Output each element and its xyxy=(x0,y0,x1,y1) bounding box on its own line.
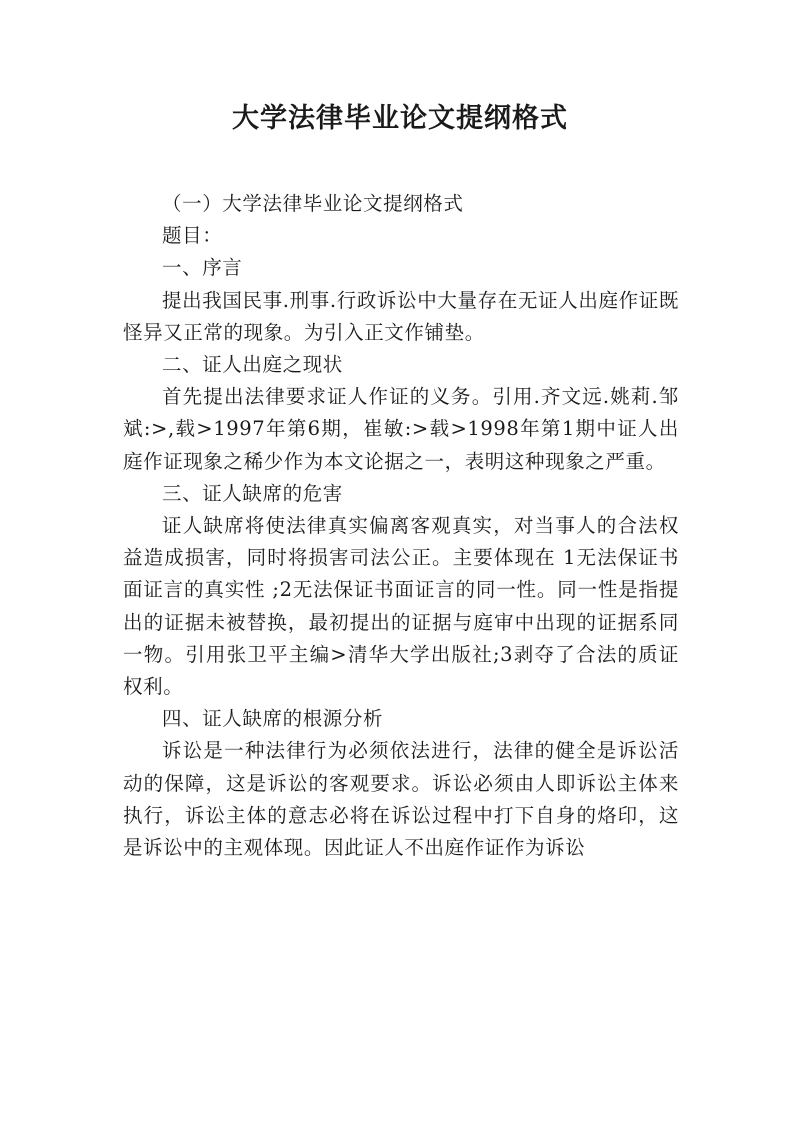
section-heading-harm: 三、证人缺席的危害 xyxy=(162,481,343,505)
section-heading-preface: 一、序言 xyxy=(162,256,243,280)
topic-label: 题目： xyxy=(162,224,223,248)
paragraph-harm: 证人缺席将使法律真实偏离客观真实，对当事人的合法权益造成损害，同时将损害司法公正。主要体现在 1无法保证书面证言的真实性 ;2无法保证书面证言的同一性。同一性是指提出的证据未被替换，最初提出的证据与庭审中出现的证据系同一物。引用张卫平主编>清华大学出版社;3剥夺了合法的质证权利。 xyxy=(123,514,679,699)
paragraph-preface: 提出我国民事.刑事.行政诉讼中大量存在无证人出庭作证既怪异又正常的现象。为引入正文作铺垫。 xyxy=(123,288,679,344)
document-body xyxy=(123,188,679,864)
paragraph-root-cause: 诉讼是一种法律行为必须依法进行，法律的健全是诉讼活动的保障，这是诉讼的客观要求。诉讼必须由人即诉讼主体来执行，诉讼主体的意志必将在诉讼过程中打下自身的烙印，这是诉讼中的主观体现。因此证人不出庭作证作为诉讼 xyxy=(123,739,679,860)
section-heading-root-cause: 四、证人缺席的根源分析 xyxy=(162,707,384,731)
document-title: 大学法律毕业论文提纲格式 xyxy=(232,103,568,134)
section-subtitle: （一）大学法律毕业论文提纲格式 xyxy=(162,192,464,215)
section-heading-status: 二、证人出庭之现状 xyxy=(162,353,343,377)
paragraph-status: 首先提出法律要求证人作证的义务。引用.齐文远.姚莉.邹斌:>,载>1997年第6期，崔敏:>载>1998年第1期中证人出庭作证现象之稀少作为本文论据之一，表明这种现象之严重。 xyxy=(123,385,679,473)
